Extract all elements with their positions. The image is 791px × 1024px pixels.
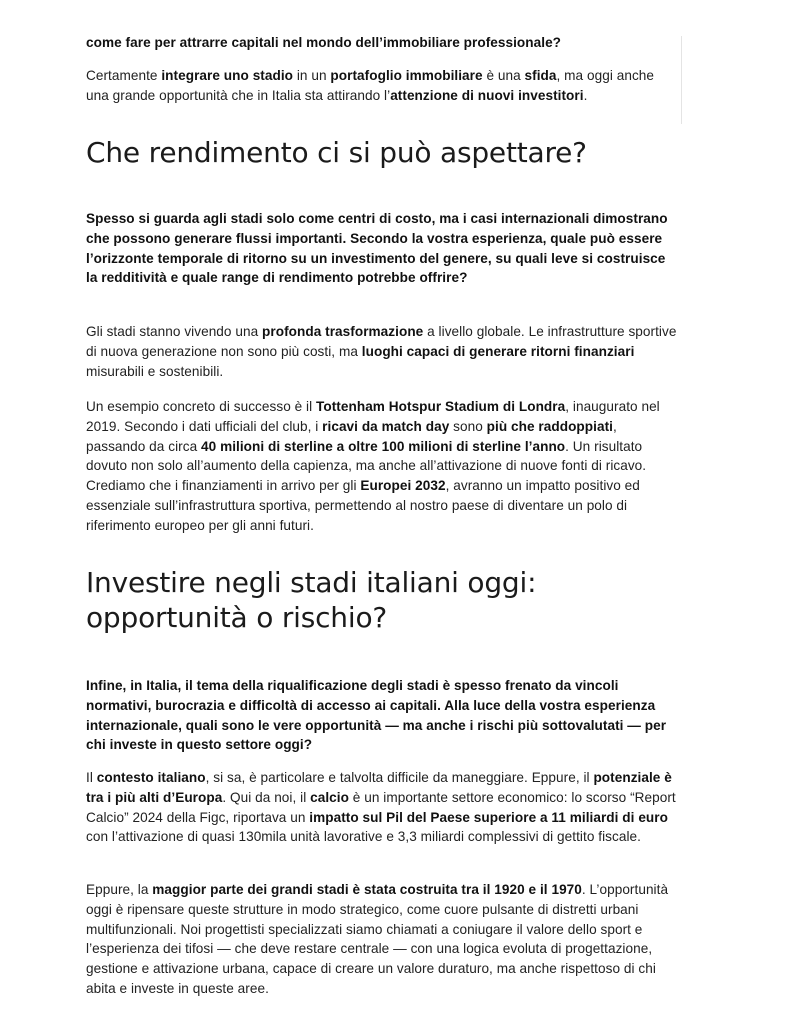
text-run: . L’opportunità oggi è ripensare queste strutture in modo strategico, come cuore pulsante di distretti urbani multifunzionali. Noi progettisti specializzati siamo chiamati a coniugare il valore dello sport e l’esperienza dei tifosi — che deve restare centrale — con una logica evoluta di progettazione, gestione e attivazione urbana, capace di creare un valore duraturo, ma anche rispettoso di chi abita e investe in queste aree.	[86, 882, 669, 996]
bold-run: 40 milioni di sterline a oltre 100 milioni di sterline l’anno	[201, 438, 566, 454]
bold-run: ricavi da match day	[322, 418, 450, 434]
text-run: Il	[86, 770, 97, 785]
text-run: Un esempio concreto di successo è il	[86, 399, 317, 414]
bold-run: calcio	[310, 789, 349, 805]
text-run: , passando da circa	[86, 418, 617, 454]
bold-run: maggior parte dei grandi stadi è stata costruita tra il 1920 e il 1970	[152, 882, 582, 897]
bold-run: Tottenham Hotspur Stadium di Londra	[316, 399, 566, 414]
text-run: a livello globale. Le infrastrutture sportive di nuova generazione non sono più costi, ma	[86, 324, 677, 359]
interview-question: Spesso si guarda agli stadi solo come centri di costo, ma i casi internazionali dimostrano che possono generare flussi importanti. Secondo la vostra esperienza, quale può essere l’orizzonte temporale di ritorno su un investimento del genere, su quali leve si costruisce la redditività e quale range di rendimento potrebbe offrire?	[86, 211, 668, 286]
bold-run: attenzione di nuovi investitori	[390, 87, 584, 103]
text-run: Eppure, la	[86, 882, 153, 897]
text-run: , ma oggi anche una grande opportunità che in Italia sta attirando l’	[86, 68, 655, 103]
bold-run: impatto sul Pil del Paese superiore a 11 miliardi di euro	[309, 809, 668, 825]
text-run: . Qui da noi, il	[222, 789, 311, 805]
section-2	[86, 565, 678, 635]
text-run: , inaugurato nel 2019. Secondo i dati ufficiali del club, i	[86, 399, 660, 434]
bold-run: luoghi capaci di generare ritorni finanziari	[361, 343, 635, 359]
section-1-answer-1	[86, 322, 678, 381]
answer-paragraph	[86, 66, 678, 106]
bold-run: potenziale è tra i più alti d’Europa	[86, 770, 672, 805]
text-run: . Un risultato dovuto non solo all’aumento della capienza, ma anche all’attivazione di nuove fonti di ricavo. Crediamo che i finanziamenti in arrivo per gli	[86, 438, 647, 494]
text-run: .	[583, 87, 588, 103]
section-2-question	[86, 676, 678, 755]
text-run: è un importante settore economico: lo scorso “Report Calcio” 2024 della Figc, riportava un	[86, 789, 676, 825]
bold-run: Europei 2032	[360, 478, 446, 494]
answer-paragraph	[86, 880, 678, 999]
bold-run: sfida	[524, 68, 557, 83]
bold-run: profonda trasformazione	[262, 324, 424, 339]
section-1	[86, 135, 678, 170]
bold-run: contesto italiano	[96, 770, 206, 785]
answer-paragraph	[86, 397, 678, 536]
section-heading: Che rendimento ci si può aspettare?	[86, 136, 587, 169]
text-run: misurabili e sostenibili.	[86, 363, 224, 379]
text-run: sono	[449, 418, 487, 434]
text-run: con l’attivazione di quasi 130mila unità lavorative e 3,3 miliardi complessivi di gettito fiscale.	[86, 829, 641, 845]
column-divider	[681, 36, 682, 124]
text-run: , avranno un impatto positivo ed essenziale sull’infrastruttura sportiva, permettendo al nostro paese di diventare un polo di riferimento europeo per gli anni futuri.	[86, 478, 640, 533]
text-run: Gli stadi stanno vivendo una	[86, 324, 263, 339]
bold-run: portafoglio immobiliare	[330, 68, 483, 83]
bold-run: integrare uno stadio	[161, 68, 294, 83]
answer-paragraph	[86, 768, 678, 847]
section-heading: Investire negli stadi italiani oggi: opportunità o rischio?	[86, 566, 537, 634]
text-run: , si sa, è particolare e talvolta difficile da maneggiare. Eppure, il	[205, 770, 594, 785]
text-run: in un	[293, 68, 331, 83]
intro-question	[86, 33, 678, 53]
text-run: Certamente	[86, 68, 162, 83]
section-2-answer-1	[86, 768, 678, 847]
section-2-answer-2	[86, 880, 678, 999]
section-1-question	[86, 209, 678, 288]
bold-run: più che raddoppiati	[486, 418, 613, 434]
intro-answer	[86, 66, 678, 106]
interview-question: Infine, in Italia, il tema della riqualificazione degli stadi è spesso frenato da vincoli normativi, burocrazia e difficoltà di accesso ai capitali. Alla luce della vostra esperienza internazionale, quali sono le vere opportunità — ma anche i rischi più sottovalutati — per chi investe in questo settore oggi?	[86, 678, 667, 753]
section-1-answer-2	[86, 397, 678, 536]
question-text: come fare per attrarre capitali nel mondo dell’immobiliare professionale?	[86, 35, 562, 50]
answer-paragraph	[86, 322, 678, 381]
text-run: è una	[482, 68, 525, 83]
